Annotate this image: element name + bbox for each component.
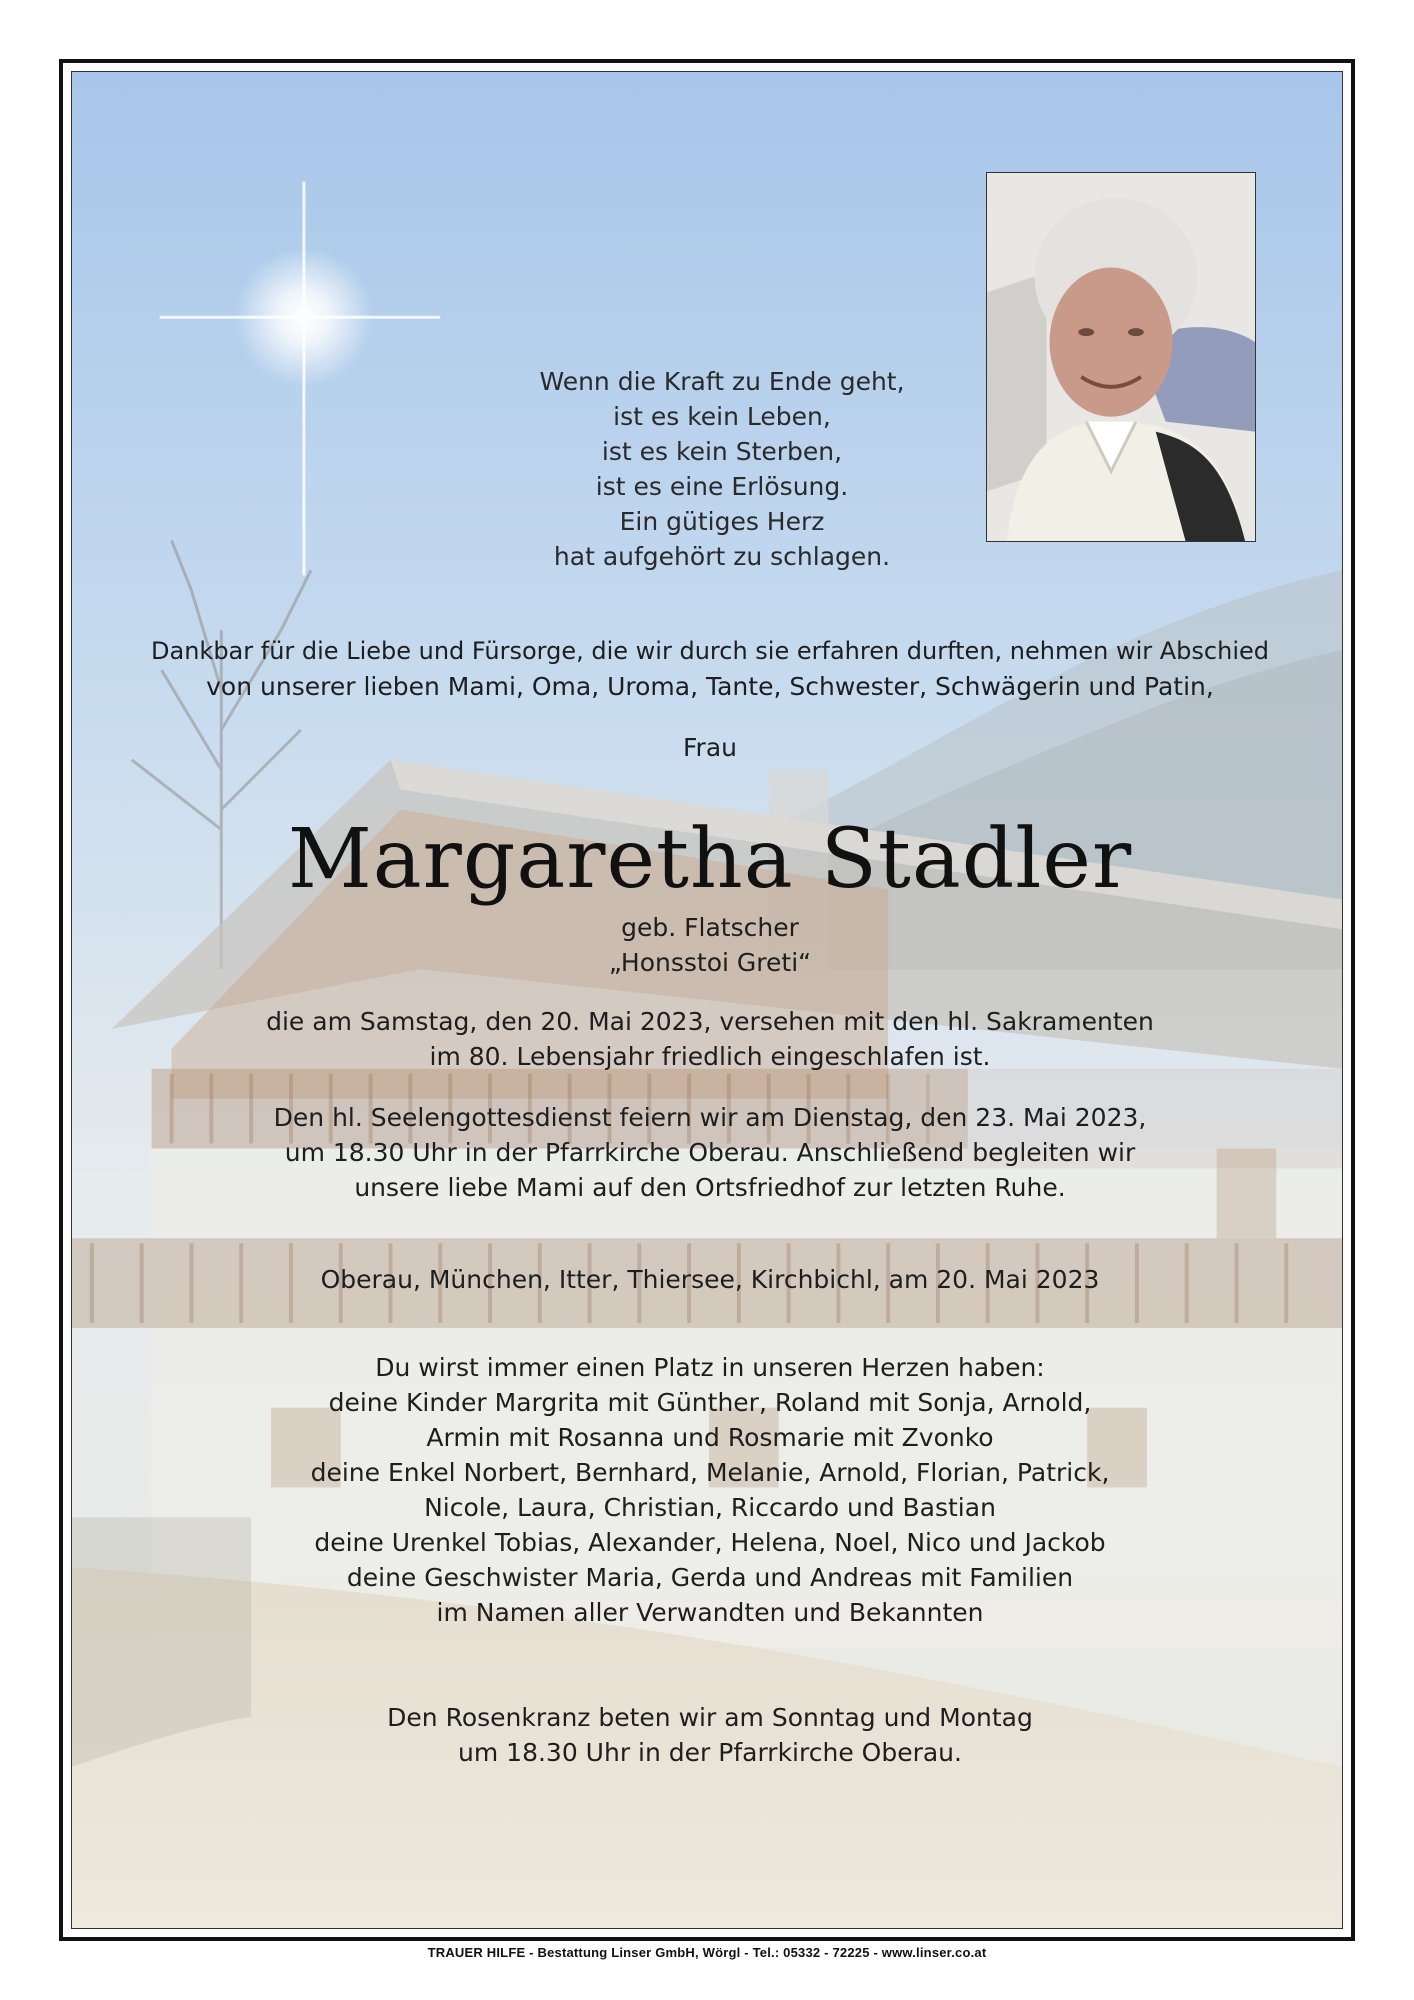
mourners-line: im Namen aller Verwandten und Bekannten [436, 1598, 984, 1627]
place-date: Oberau, München, Itter, Thiersee, Kirchbichl, am 20. Mai 2023 [320, 1265, 1100, 1294]
intro-text [112, 634, 1308, 704]
birth-name: geb. Flatscher [621, 913, 799, 942]
deceased-details [112, 910, 1308, 980]
mourners-line: deine Urenkel Tobias, Alexander, Helena, Noel, Nico und Jackob [314, 1528, 1106, 1557]
salutation: Frau [682, 733, 737, 762]
rosary-line: Den Rosenkranz beten wir am Sonntag und Montag [387, 1703, 1033, 1732]
funeral-line: um 18.30 Uhr in der Pfarrkirche Oberau. Anschließend begleiten wir [284, 1138, 1136, 1167]
rosary-info [112, 1700, 1308, 1770]
mourners-line: Armin mit Rosanna und Rosmarie mit Zvonko [426, 1423, 994, 1452]
nickname: „Honsstoi Greti“ [608, 948, 812, 977]
poem-line: ist es eine Erlösung. [595, 472, 849, 501]
poem-line: ist es kein Sterben, [601, 437, 843, 466]
mourners-list [112, 1350, 1308, 1630]
poem-line: Ein gütiges Herz [619, 507, 825, 536]
notice-content [72, 72, 1342, 1928]
poem-line: hat aufgehört zu schlagen. [553, 542, 891, 571]
rosary-line: um 18.30 Uhr in der Pfarrkirche Oberau. [458, 1738, 962, 1767]
poem-line: ist es kein Leben, [613, 402, 831, 431]
mourners-line: deine Geschwister Maria, Gerda und Andreas mit Familien [346, 1563, 1074, 1592]
mourners-line: deine Kinder Margrita mit Günther, Roland mit Sonja, Arnold, [328, 1388, 1092, 1417]
poem-line: Wenn die Kraft zu Ende geht, [539, 367, 905, 396]
funeral-line: Den hl. Seelengottesdienst feiern wir am Dienstag, den 23. Mai 2023, [273, 1103, 1147, 1132]
poem [412, 364, 1032, 574]
intro-line: Dankbar für die Liebe und Fürsorge, die wir durch sie erfahren durften, nehmen wir Abschied [151, 637, 1269, 665]
mourners-line: Du wirst immer einen Platz in unseren Herzen haben: [375, 1353, 1045, 1382]
mourners-line: Nicole, Laura, Christian, Riccardo und Bastian [424, 1493, 996, 1522]
funeral-info [112, 1100, 1308, 1205]
deceased-name: Margaretha Stadler [287, 812, 1133, 907]
intro-line: von unserer lieben Mami, Oma, Uroma, Tante, Schwester, Schwägerin und Patin, [206, 672, 1214, 701]
funeral-line: unsere liebe Mami auf den Ortsfriedhof zur letzten Ruhe. [354, 1173, 1066, 1202]
death-notice [112, 1004, 1308, 1074]
death-notice-line: im 80. Lebensjahr friedlich eingeschlafen ist. [429, 1042, 991, 1071]
page-frame [59, 59, 1355, 1941]
funeral-home-footer: TRAUER HILFE - Bestattung Linser GmbH, Wörgl - Tel.: 05332 - 72225 - www.linser.co.at [427, 1945, 987, 1960]
death-notice-line: die am Samstag, den 20. Mai 2023, versehen mit den hl. Sakramenten [266, 1007, 1154, 1036]
mourners-line: deine Enkel Norbert, Bernhard, Melanie, Arnold, Florian, Patrick, [310, 1458, 1110, 1487]
notice-panel [71, 71, 1343, 1929]
